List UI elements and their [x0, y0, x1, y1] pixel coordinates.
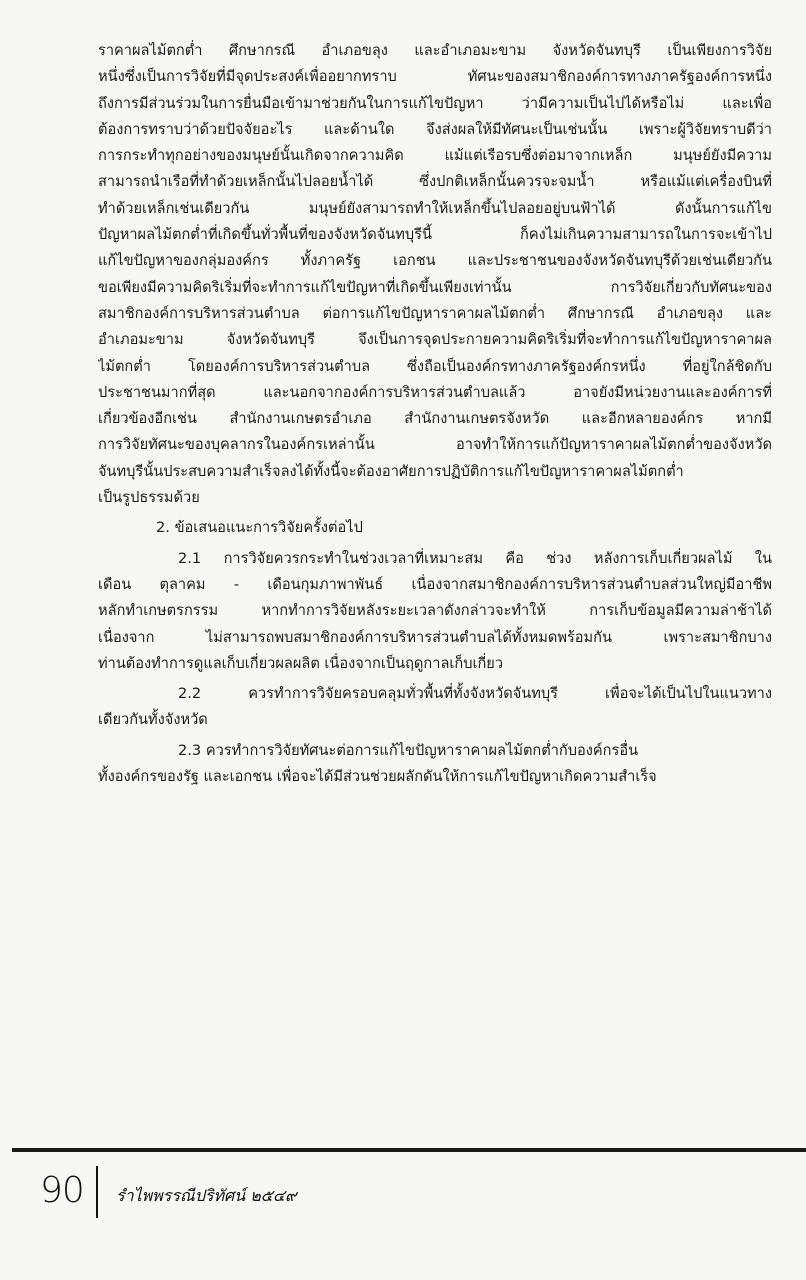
- page-number: 90: [40, 1170, 84, 1211]
- text-line: 2.3 ควรทำการวิจัยทัศนะต่อการแก้ไขปัญหาราคาผลไม้ตกต่ำกับองค์กรอื่น: [178, 741, 639, 759]
- text-line: เนื่องจาก ไม่สามารถพบสมาชิกองค์การบริหารส่วนตำบลได้ทั้งหมดพร้อมกัน เพราะสมาชิกบาง: [98, 628, 772, 646]
- text-line: ทั้งองค์กรของรัฐ และเอกชน เพื่อจะได้มีส่วนช่วยผลักดันให้การแก้ไขปัญหาเกิดความสำเร็จ: [98, 768, 657, 786]
- text-line: เกี่ยวข้องอีกเช่น สำนักงานเกษตรอำเภอ สำนักงานเกษตรจังหวัด และอีกหลายองค์กร หากมี: [98, 410, 772, 428]
- text-line: 2.1 การวิจัยควรกระทำในช่วงเวลาที่เหมาะสม คือ ช่วง หลังการเก็บเกี่ยวผลไม้ ใน: [178, 549, 772, 567]
- text-line: เดียวกันทั้งจังหวัด: [98, 711, 208, 729]
- text-line: ประชาชนมากที่สุด และนอกจากองค์การบริหารส่วนตำบลแล้ว อาจยังมีหน่วยงานและองค์การที่: [98, 383, 772, 401]
- text-line: แก้ไขปัญหาของกลุ่มองค์กร ทั้งภาครัฐ เอกชน และประชาชนของจังหวัดจันทบุรีด้วยเช่นเดียวกัน: [98, 252, 772, 270]
- text-line: เป็นรูปธรรมด้วย: [98, 489, 200, 507]
- text-line: หลักทำเกษตรกรรม หากทำการวิจัยหลังระยะเวลาดังกล่าวจะทำให้ การเก็บข้อมูลมีความล่าช้าได้: [98, 602, 772, 620]
- text-line: ทำด้วยเหล็กเช่นเดียวกัน มนุษย์ยังสามารถทำให้เหล็กขึ้นไปลอยอยู่บนฟ้าได้ ดังนั้นการแก้ไข: [98, 199, 772, 217]
- text-line: ปัญหาผลไม้ตกต่ำที่เกิดขึ้นทั่วพื้นที่ของจังหวัดจันทบุรีนี้ ก็คงไม่เกินความสามารถในการจะเข้าไป: [98, 226, 772, 244]
- text-line: ท่านต้องทำการดูแลเก็บเกี่ยวผลผลิต เนื่องจากเป็นฤดูกาลเก็บเกี่ยว: [98, 654, 504, 672]
- text-line: หนึ่งซึ่งเป็นการวิจัยที่มีจุดประสงค์เพื่ออยากทราบ ทัศนะของสมาชิกองค์การทางภาครัฐองค์การหนึ่ง: [98, 68, 772, 86]
- text-line: ต้องการทราบว่าด้วยปัจจัยอะไร และด้านใด จึงส่งผลให้มีทัศนะเป็นเช่นนั้น เพราะผู้วิจัยทราบดีว่า: [98, 120, 772, 138]
- text-line: สามารถนำเรือที่ทำด้วยเหล็กนั้นไปลอยน้ำได้ ซึ่งปกติเหล็กนั้นควรจะจมน้ำ หรือแม้แต่เครื่องบินที่: [98, 173, 772, 191]
- text-line: 2.2 ควรทำการวิจัยครอบคลุมทั่วพื้นที่ทั้งจังหวัดจันทบุรี เพื่อจะได้เป็นไปในแนวทาง: [178, 685, 772, 703]
- paragraph-conclusion: [98, 38, 772, 511]
- text-line: อำเภอมะขาม จังหวัดจันทบุรี จึงเป็นการจุดประกายความคิดริเริ่มที่จะทำการแก้ไขปัญหาราคาผล: [98, 331, 772, 349]
- recommendation-2-2: [98, 681, 772, 734]
- text-line: จันทบุรีนั้นประสบความสำเร็จลงได้ทั้งนี้จะต้องอาศัยการปฏิบัติการแก้ไขปัญหาราคาผลไม้ตกต่ำ: [98, 462, 684, 480]
- text-line: ถึงการมีส่วนร่วมในการยื่นมือเข้ามาช่วยกันในการแก้ไขปัญหา ว่ามีความเป็นไปได้หรือไม่ และเพื่อ: [98, 94, 772, 112]
- text-line: การกระทำทุกอย่างของมนุษย์นั้นเกิดจากความคิด แม้แต่เรือรบซึ่งต่อมาจากเหล็ก มนุษย์ยังมีความ: [98, 147, 772, 165]
- text-line: ขอเพียงมีความคิดริเริ่มที่จะทำการแก้ไขปัญหาที่เกิดขึ้นเพียงเท่านั้น การวิจัยเกี่ยวกับทัศนะของ: [98, 278, 772, 296]
- recommendation-2-3: [98, 738, 772, 791]
- text-line: เดือน ตุลาคม - เดือนกุมภาพาพันธ์ เนื่องจากสมาชิกองค์การบริหารส่วนตำบลส่วนใหญ่มีอาชีพ: [98, 575, 772, 593]
- text-line: การวิจัยทัศนะของบุคลากรในองค์กรเหล่านั้น อาจทำให้การแก้ปัญหาราคาผลไม้ตกต่ำของจังหวัด: [98, 436, 772, 454]
- footer-rule: [12, 1148, 806, 1152]
- document-body: [98, 38, 772, 790]
- text-line: ไม้ตกต่ำ โดยองค์การบริหารส่วนตำบล ซึ่งถือเป็นองค์กรทางภาครัฐองค์กรหนึ่ง ที่อยู่ใกล้ชิดกับ: [98, 357, 772, 375]
- text-line: ราคาผลไม้ตกต่ำ ศึกษากรณี อำเภอขลุง และอำเภอมะขาม จังหวัดจันทบุรี เป็นเพียงการวิจัย: [98, 42, 772, 59]
- section-heading: 2. ข้อเสนอแนะการวิจัยครั้งต่อไป: [156, 519, 363, 537]
- recommendation-2-1: [98, 546, 772, 677]
- footer-divider: [96, 1166, 98, 1218]
- journal-title: รำไพพรรณีปริทัศน์ ๒๕๔๙: [116, 1186, 297, 1205]
- text-line: สมาชิกองค์การบริหารส่วนตำบล ต่อการแก้ไขปัญหาราคาผลไม้ตกต่ำ ศึกษากรณี อำเภอขลุง และ: [98, 304, 772, 322]
